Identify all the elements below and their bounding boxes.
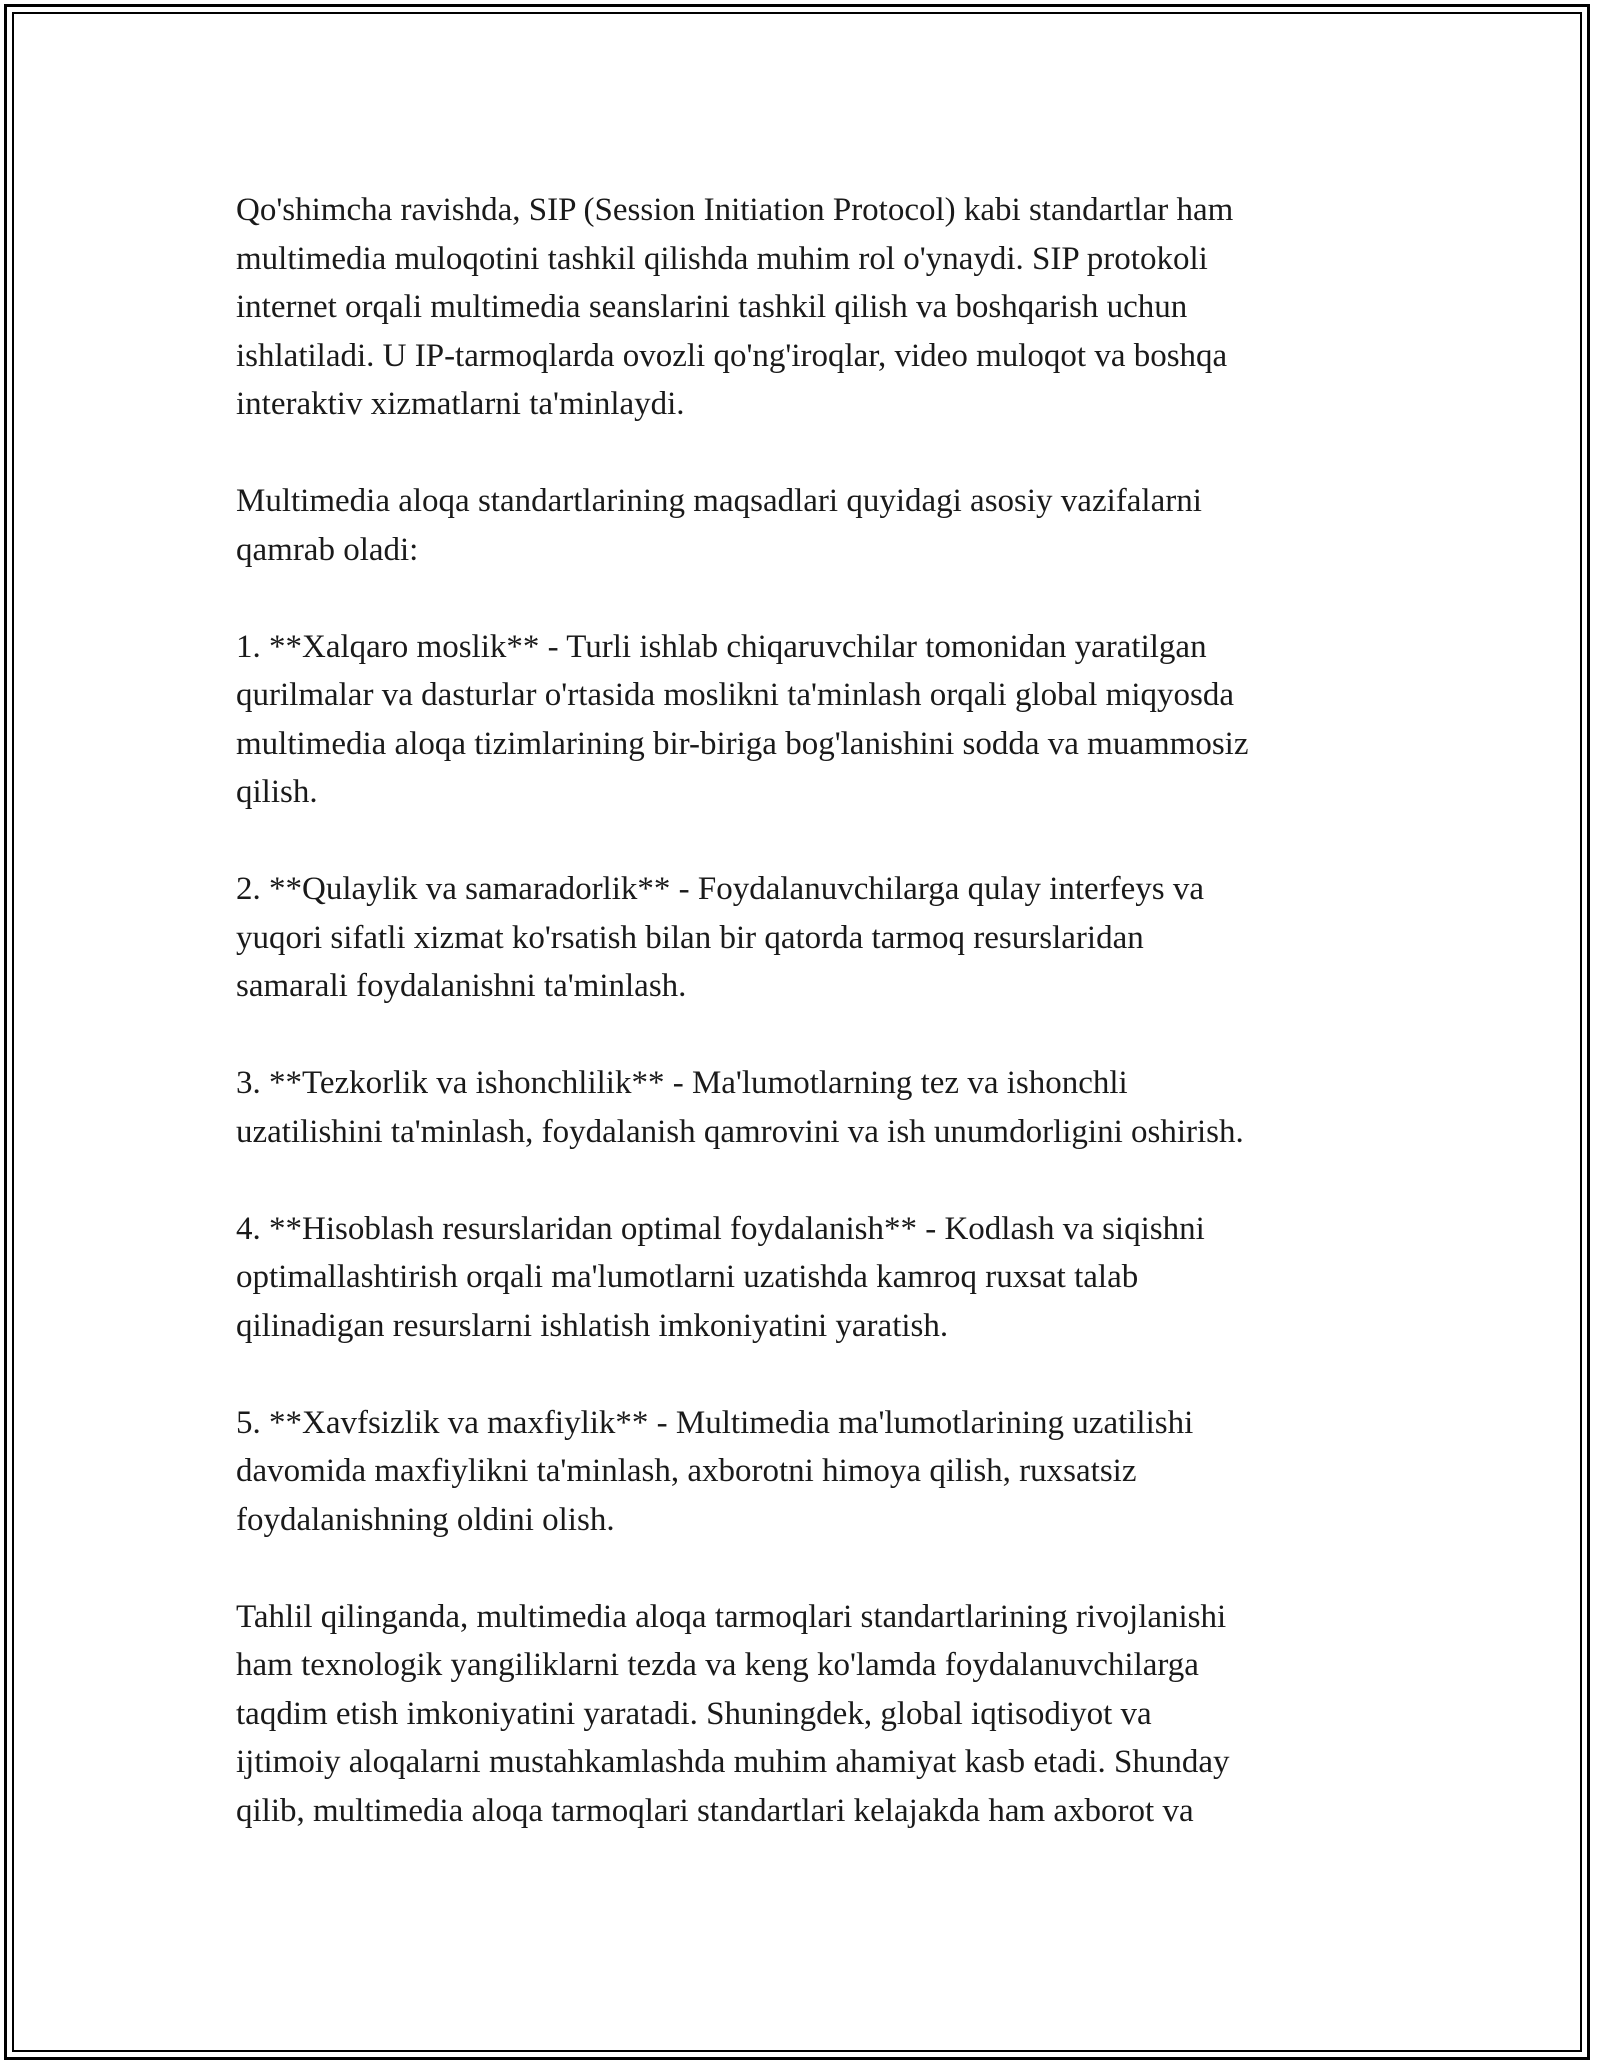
list-item-xalqaro-moslik: 1. **Xalqaro moslik** - Turli ishlab chiqaruvchilar tomonidan yaratilgan qurilmalar va dasturlar o'rtasida moslikni ta'minlash orqali global miqyosda multimedia aloqa tizimlarining bir-biriga bog'lanishini sodda va muammosiz qilish. bbox=[236, 628, 1249, 810]
paragraph-sip-intro: Qo'shimcha ravishda, SIP (Session Initiation Protocol) kabi standartlar ham multimedia muloqotini tashkil qilishda muhim rol o'ynaydi. SIP protokoli internet orqali multimedia seanslarini tashkil qilish va boshqarish uchun ishlatiladi. U IP-tarmoqlarda ovozli qo'ng'iroqlar, video muloqot va boshqa interaktiv xizmatlarni ta'minlaydi. bbox=[236, 192, 1234, 422]
list-item-xavfsizlik: 5. **Xavfsizlik va maxfiylik** - Multimedia ma'lumotlarining uzatilishi davomida maxfiylikni ta'minlash, axborotni himoya qilish, ruxsatsiz foydalanishning oldini olish. bbox=[236, 1404, 1194, 1538]
list-item-tezkorlik: 3. **Tezkorlik va ishonchlilik** - Ma'lumotlarning tez va ishonchli uzatilishini ta'minlash, foydalanish qamrovini va ish unumdorligini oshirish. bbox=[236, 1065, 1244, 1150]
list-item-hisoblash-resurslari: 4. **Hisoblash resurslaridan optimal foydalanish** - Kodlash va siqishni optimallashtirish orqali ma'lumotlarni uzatishda kamroq ruxsat talab qilinadigan resurslarni ishlatish imkoniyatini yaratish. bbox=[236, 1210, 1205, 1344]
paragraph-goals-intro: Multimedia aloqa standartlarining maqsadlari quyidagi asosiy vazifalarni qamrab oladi: bbox=[236, 483, 1202, 568]
document-body bbox=[236, 186, 1386, 1884]
list-item-qulaylik: 2. **Qulaylik va samaradorlik** - Foydalanuvchilarga qulay interfeys va yuqori sifatli xizmat ko'rsatish bilan bir qatorda tarmoq resurslaridan samarali foydalanishni ta'minlash. bbox=[236, 871, 1205, 1004]
paragraph-conclusion: Tahlil qilinganda, multimedia aloqa tarmoqlari standartlarining rivojlanishi ham texnologik yangiliklarni tezda va keng ko'lamda foydalanuvchilarga taqdim etish imkoniyatini yaratadi. Shuningdek, global iqtisodiyot va ijtimoiy aloqalarni mustahkamlashda muhim ahamiyat kasb etadi. Shunday qilib, multimedia aloqa tarmoqlari standartlari kelajakda ham axborot va bbox=[236, 1598, 1230, 1829]
